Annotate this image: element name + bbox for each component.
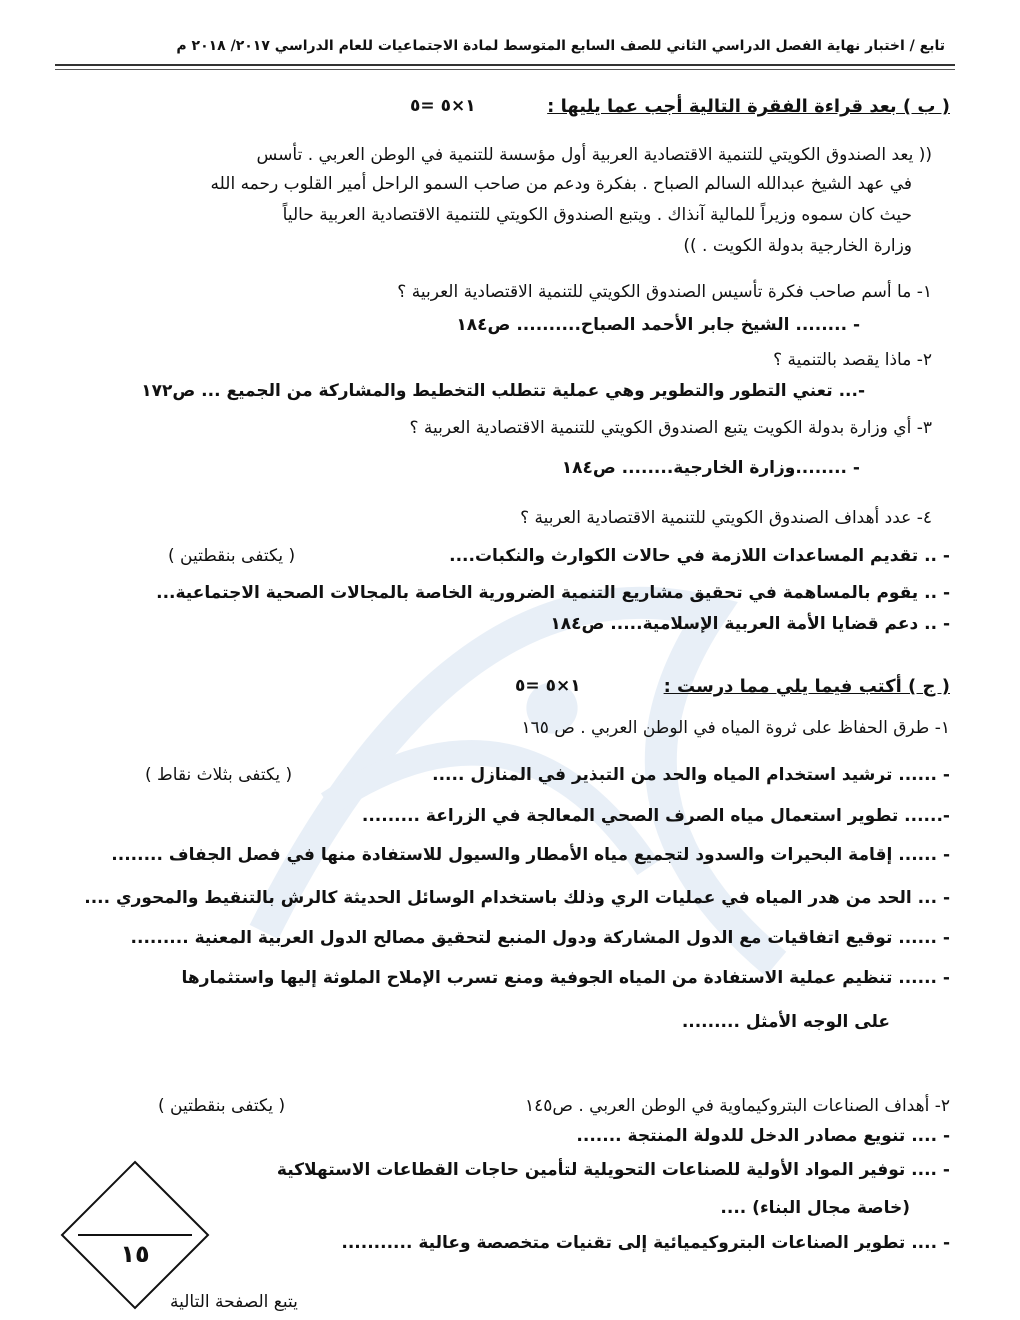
section-b-heading: ( ب ) بعد قراءة الفقرة التالية أجب عما يليها : — [547, 96, 950, 117]
answer-c1-item: - ... الحد من هدر المياه في عمليات الري وذلك باستخدام الوسائل الحديثة كالرش بالتنقيط والمحوري .... — [84, 888, 950, 908]
answer-c2-item: - .... تطوير الصناعات البتروكيميائية إلى تقنيات متخصصة وعالية ........... — [341, 1233, 950, 1253]
answer-c1-item: -...... تطوير استعمال مياه الصرف الصحي المعالجة في الزراعة ......... — [361, 806, 950, 826]
answer-c2-continuation: (خاصة مجال البناء) .... — [720, 1198, 910, 1218]
answer-1: - ........ الشيخ جابر الأحمد الصباح.......... ص١٨٤ — [456, 315, 860, 335]
continue-text: يتبع الصفحة التالية — [170, 1292, 298, 1312]
answer-c2-item: - .... توفير المواد الأولية للصناعات التحويلية لتأمين حاجات القطاعات الاستهلاكية — [276, 1160, 950, 1180]
section-c-marks: ١×٥ =٥ — [515, 676, 581, 696]
answer-c1-item: - ...... إقامة البحيرات والسدود لتجميع مياه الأمطار والسيول للاستفادة منها في فصل الجفاف ........ — [111, 845, 950, 865]
question-c2: ٢- أهداف الصناعات البتروكيماوية في الوطن العربي . ص١٤٥ — [525, 1096, 950, 1116]
section-c-heading: ( ج ) أكتب فيما يلي مما درست : — [663, 676, 950, 697]
paragraph-line: حيث كان سموه وزيراً للمالية آنذاك . ويتبع الصندوق الكويتي للتنمية الاقتصادية العربية حالياً — [282, 205, 912, 225]
answer-c1-note: ( يكتفى بثلاث نقاط ) — [145, 765, 293, 785]
question-1: ١- ما أسم صاحب فكرة تأسيس الصندوق الكويتي للتنمية الاقتصادية العربية ؟ — [397, 282, 932, 302]
answer-c1-item: - ...... توقيع اتفاقيات مع الدول المشاركة ودول المنبع لتحقيق مصالح الدول العربية المعنية ......... — [130, 928, 950, 948]
header-rule-thin — [55, 69, 955, 70]
answer-2: -... تعني التطور والتطوير وهي عملية تتطلب التخطيط والمشاركة من الجميع ... ص١٧٢ — [141, 381, 865, 401]
question-2: ٢- ماذا يقصد بالتنمية ؟ — [773, 350, 932, 370]
exam-header-title: تابع / اختبار نهاية الفصل الدراسي الثاني للصف السابع المتوسط لمادة الاجتماعيات للعام الدراسي ٢٠١٧/ ٢٠١٨ م — [176, 38, 945, 54]
question-3: ٣- أي وزارة بدولة الكويت يتبع الصندوق الكويتي للتنمية الاقتصادية العربية ؟ — [409, 418, 932, 438]
answer-c1-item: - ...... تنظيم عملية الاستفادة من المياه الجوفية ومنع تسرب الإملاح الملوثة إليها واستثمارها — [181, 968, 950, 988]
answer-4-note: ( يكتفى بنقطتين ) — [168, 546, 296, 566]
answer-4-item: - .. تقديم المساعدات اللازمة في حالات الكوارث والنكبات.... — [449, 546, 950, 566]
answer-4-item: - .. يقوم بالمساهمة في تحقيق مشاريع التنمية الضرورية الخاصة بالمجالات الصحية الاجتماعية... — [156, 583, 950, 603]
answer-c2-note: ( يكتفى بنقطتين ) — [158, 1096, 286, 1116]
page-number: ١٥ — [120, 1240, 150, 1268]
answer-c1-item: - ...... ترشيد استخدام المياه والحد من التبذير في المنازل ..... — [432, 765, 950, 785]
paragraph-line: (( يعد الصندوق الكويتي للتنمية الاقتصادية العربية أول مؤسسة للتنمية في الوطن العربي . تأسس — [256, 145, 932, 165]
section-b-marks: ١×٥ =٥ — [410, 96, 476, 116]
question-4: ٤- عدد أهداف الصندوق الكويتي للتنمية الاقتصادية العربية ؟ — [520, 508, 932, 528]
paragraph-line: في عهد الشيخ عبدالله السالم الصباح . بفكرة ودعم من صاحب السمو الراحل أمير القلوب رحمه الله — [210, 174, 912, 194]
page-number-diamond — [60, 1160, 210, 1310]
answer-c1-continuation: على الوجه الأمثل ......... — [681, 1012, 890, 1032]
paragraph-line: وزارة الخارجية بدولة الكويت . )) — [683, 236, 912, 256]
answer-4-item: - .. دعم قضايا الأمة العربية الإسلامية..... ص١٨٤ — [550, 614, 950, 634]
question-c1: ١- طرق الحفاظ على ثروة المياه في الوطن العربي . ص ١٦٥ — [521, 718, 950, 738]
header-rule — [55, 64, 955, 66]
answer-3: - ........وزارة الخارجية........ ص١٨٤ — [561, 458, 860, 478]
answer-c2-item: - .... تنويع مصادر الدخل للدولة المنتجة ....... — [576, 1126, 950, 1146]
